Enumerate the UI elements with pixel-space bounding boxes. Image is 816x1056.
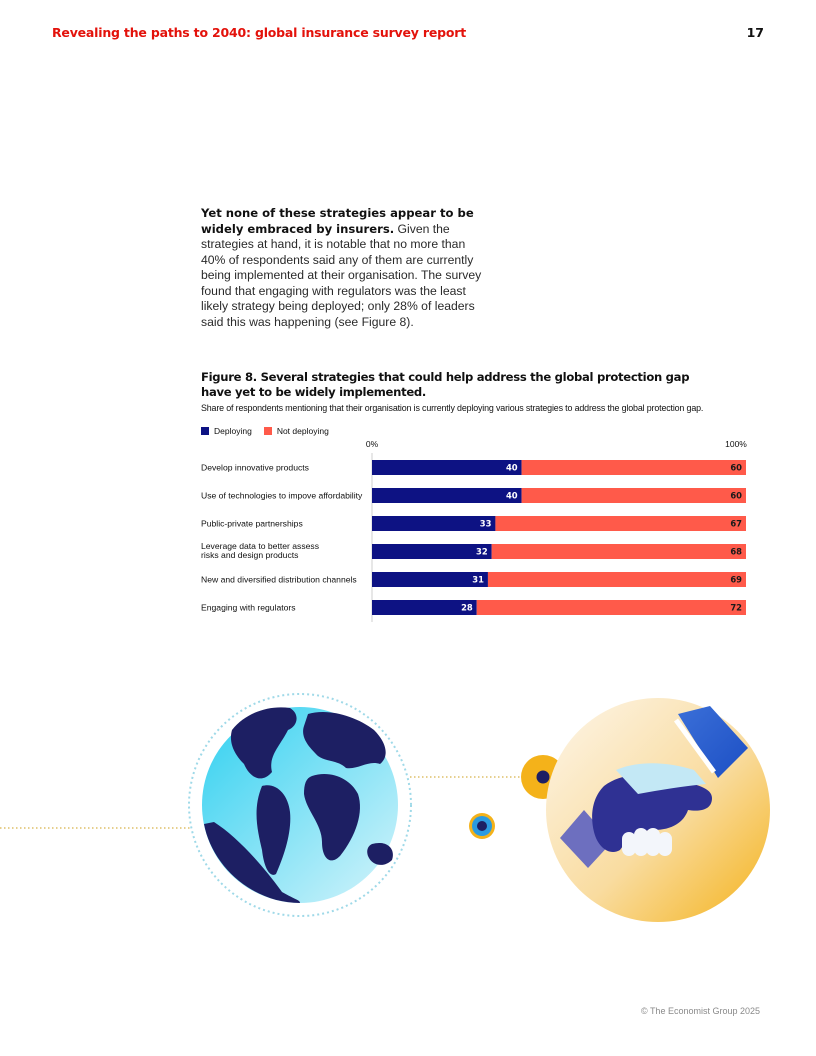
handshake-icon — [546, 698, 770, 922]
data-label-deploying: 28 — [461, 602, 473, 613]
bar-segment-not-deploying — [477, 600, 746, 615]
data-label-deploying: 40 — [505, 462, 518, 473]
body-lead-bold: Yet none of these strategies appear to be widely embraced by insurers. — [201, 206, 474, 236]
copyright-footer: © The Economist Group 2025 — [640, 1006, 760, 1016]
data-label-not-deploying: 72 — [730, 602, 742, 613]
body-text: Given the strategies at hand, it is notable that no more than 40% of respondents said any of them are currently being implemented at their organisation. The survey found that engaging with regulators was the least likely strategy being deployed; only 28% of leaders said this was happening (see Figure 8). — [201, 221, 482, 329]
figure-title: Figure 8. Several strategies that could help address the global protection gap have yet to be widely implemented. — [201, 370, 690, 399]
data-label-deploying: 31 — [472, 574, 484, 585]
category-label: Leverage data to better assess risks and design products — [201, 541, 320, 560]
figure-subtitle: Share of respondents mentioning that their organisation is currently deploying various strategies to address the global protection gap. — [201, 403, 704, 413]
bar-segment-not-deploying — [488, 572, 746, 587]
data-label-not-deploying: 67 — [730, 518, 742, 529]
x-tick-label-start: 0% — [365, 439, 379, 449]
category-label: Develop innovative products — [201, 462, 309, 473]
bar-segment-not-deploying — [492, 544, 746, 559]
bar-segment-deploying — [372, 460, 522, 475]
category-label: New and diversified distribution channels — [201, 574, 357, 585]
page-number: 17 — [746, 25, 764, 40]
data-label-not-deploying: 60 — [730, 462, 742, 473]
data-label-not-deploying: 68 — [730, 546, 742, 557]
bar-segment-not-deploying — [522, 460, 746, 475]
globe-handshake-illustration — [0, 660, 816, 940]
bar-segment-not-deploying — [495, 516, 746, 531]
category-label: Public-private partnerships — [201, 518, 303, 529]
bar-segment-deploying — [372, 544, 492, 559]
legend-label-not-deploying: Not deploying — [276, 426, 329, 436]
data-label-not-deploying: 69 — [730, 574, 742, 585]
bar-segment-deploying — [372, 572, 488, 587]
target-dot-icon — [469, 813, 495, 839]
bar-segment-deploying — [372, 488, 522, 503]
data-label-not-deploying: 60 — [730, 490, 742, 501]
data-label-deploying: 40 — [505, 490, 518, 501]
data-label-deploying: 33 — [479, 518, 492, 529]
legend-label-deploying: Deploying — [214, 426, 252, 436]
bar-segment-deploying — [372, 516, 495, 531]
data-label-deploying: 32 — [476, 546, 488, 557]
bar-segment-not-deploying — [522, 488, 746, 503]
x-tick-label-end: 100% — [725, 439, 747, 449]
report-title: Revealing the paths to 2040: global insurance survey report — [52, 25, 466, 40]
category-label: Use of technologies to impove affordability — [201, 490, 363, 501]
category-label: Engaging with regulators — [201, 602, 296, 613]
globe-icon — [189, 694, 411, 916]
